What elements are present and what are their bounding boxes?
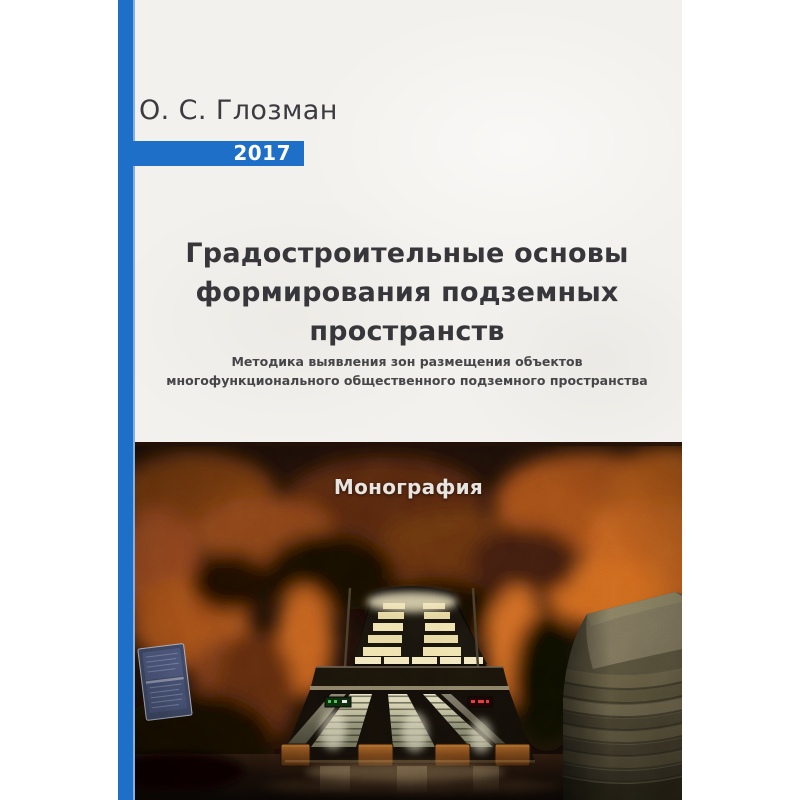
title-line-1: Градостроительные основы [185, 238, 629, 269]
author-name: О. С. Глозман [139, 95, 338, 126]
title-line-3: пространств [309, 316, 505, 347]
book-cover [118, 0, 682, 800]
book-title [125, 234, 689, 351]
year-label: 2017 [233, 141, 291, 165]
station-photo [135, 442, 682, 800]
year-band [133, 141, 304, 166]
book-subtitle [125, 352, 689, 390]
title-line-2: формирования подземных [195, 277, 619, 308]
subtitle-line-2: многофункционального общественного подземного пространства [166, 373, 648, 388]
spine-accent-stripe [118, 0, 135, 800]
subtitle-line-1: Методика выявления зон размещения объектов [231, 354, 583, 369]
monograph-type-label: Монография [333, 475, 484, 499]
